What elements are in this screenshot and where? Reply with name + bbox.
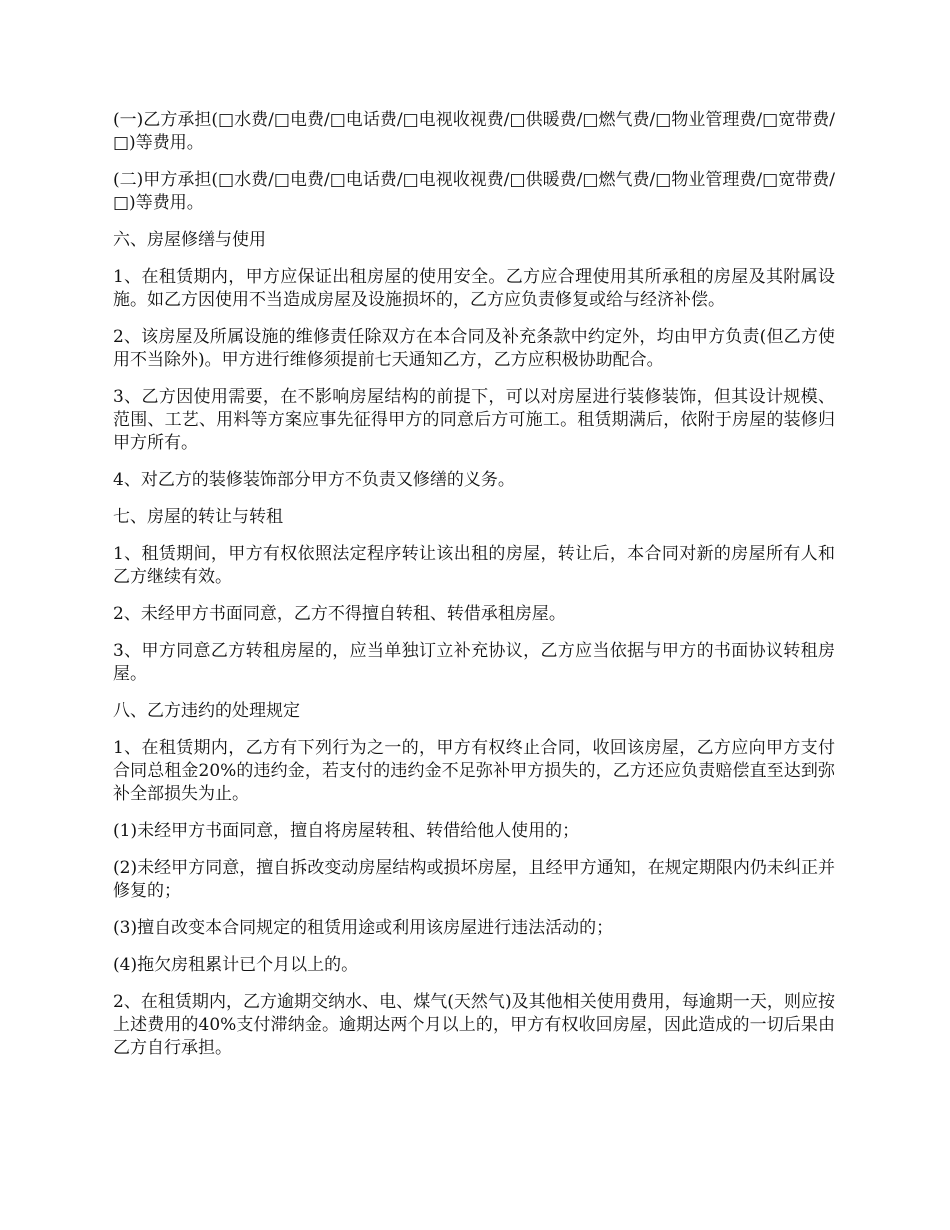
- paragraph-breach-2: 2、在租赁期内，乙方逾期交纳水、电、煤气(天然气)及其他相关使用费用，每逾期一天，则应按上述费用的40%支付滞纳金。逾期达两个月以上的，甲方有权收回房屋，因此造成的一切后果由乙方自行承担。: [113, 992, 835, 1058]
- paragraph-breach-item-2: (2)未经甲方同意，擅自拆改变动房屋结构或损坏房屋，且经甲方通知，在规定期限内仍未纠正并修复的；: [113, 858, 835, 901]
- paragraph-repair-3: 3、乙方因使用需要，在不影响房屋结构的前提下，可以对房屋进行装修装饰，但其设计规模、范围、工艺、用料等方案应事先征得甲方的同意后方可施工。租赁期满后，依附于房屋的装修归甲方所有。: [113, 387, 835, 453]
- document-body: [113, 109, 835, 1074]
- paragraph-breach-1: 1、在租赁期内，乙方有下列行为之一的，甲方有权终止合同，收回该房屋，乙方应向甲方支付合同总租金20%的违约金，若支付的违约金不足弥补甲方损失的，乙方还应负责赔偿直至达到弥补全部损失为止。: [113, 738, 835, 804]
- section-heading-breach: 八、乙方违约的处理规定: [113, 701, 300, 721]
- paragraph-transfer-2: 2、未经甲方书面同意，乙方不得擅自转租、转借承租房屋。: [113, 604, 566, 624]
- paragraph-repair-4: 4、对乙方的装修装饰部分甲方不负责又修缮的义务。: [113, 470, 515, 490]
- paragraph-transfer-1: 1、租赁期间，甲方有权依照法定程序转让该出租的房屋，转让后，本合同对新的房屋所有人和乙方继续有效。: [113, 544, 835, 587]
- paragraph-repair-1: 1、在租赁期内，甲方应保证出租房屋的使用安全。乙方应合理使用其所承租的房屋及其附属设施。如乙方因使用不当造成房屋及设施损坏的，乙方应负责修复或给与经济补偿。: [113, 267, 835, 310]
- paragraph-transfer-3: 3、甲方同意乙方转租房屋的，应当单独订立补充协议，乙方应当依据与甲方的书面协议转租房屋。: [113, 641, 835, 684]
- paragraph-tenant-fees: (一)乙方承担(□水费/□电费/□电话费/□电视收视费/□供暖费/□燃气费/□物业管理费/□宽带费/□)等费用。: [113, 110, 835, 153]
- paragraph-breach-item-4: (4)拖欠房租累计已个月以上的。: [113, 955, 359, 975]
- section-heading-repair: 六、房屋修缮与使用: [113, 230, 266, 250]
- paragraph-landlord-fees: (二)甲方承担(□水费/□电费/□电话费/□电视收视费/□供暖费/□燃气费/□物业管理费/□宽带费/□)等费用。: [113, 170, 835, 213]
- paragraph-breach-item-1: (1)未经甲方书面同意，擅自将房屋转租、转借给他人使用的；: [113, 821, 580, 841]
- section-heading-transfer: 七、房屋的转让与转租: [113, 507, 283, 527]
- paragraph-repair-2: 2、该房屋及所属设施的维修责任除双方在本合同及补充条款中约定外，均由甲方负责(但乙方使用不当除外)。甲方进行维修须提前七天通知乙方，乙方应积极协助配合。: [113, 327, 835, 370]
- paragraph-breach-item-3: (3)擅自改变本合同规定的租赁用途或利用该房屋进行违法活动的；: [113, 918, 614, 938]
